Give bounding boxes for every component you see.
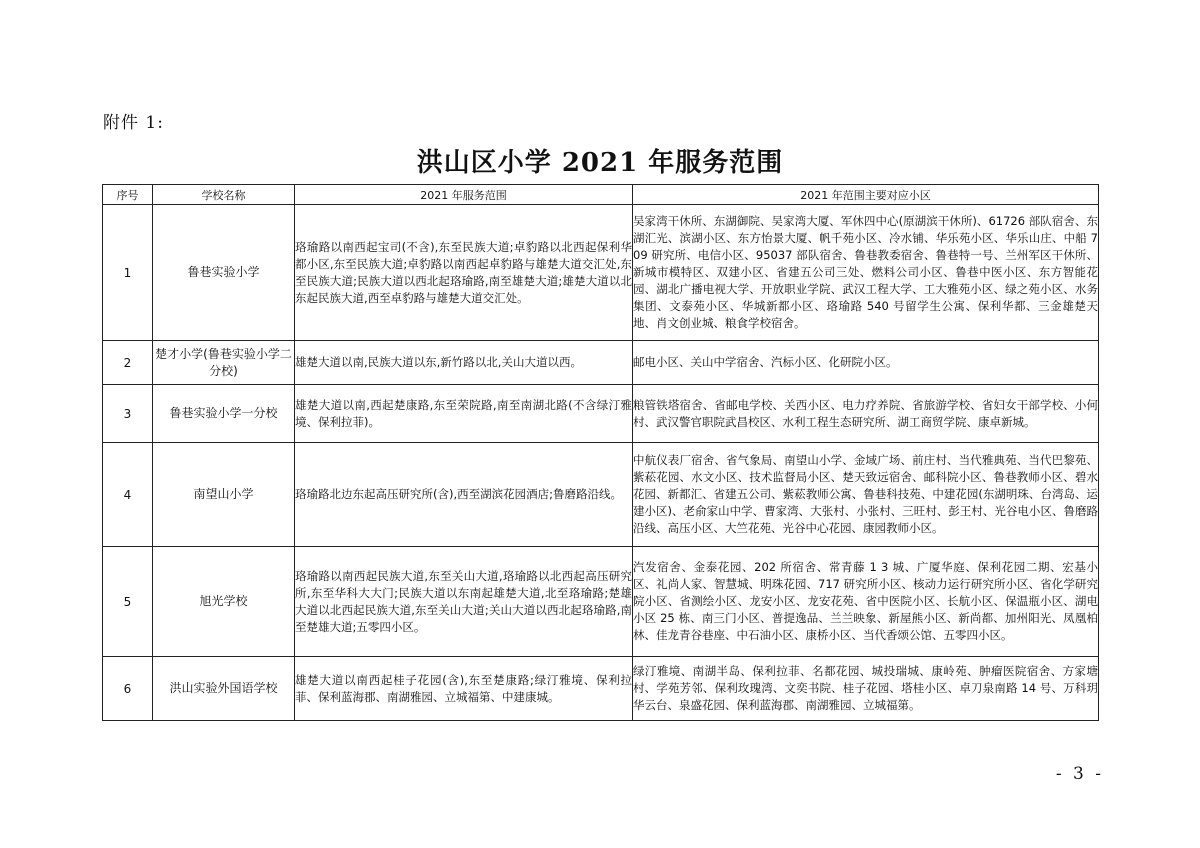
table-row	[103, 443, 1099, 547]
cell-no: 1	[103, 205, 153, 341]
cell-communities: 吴家湾干休所、东湖御院、吴家湾大厦、军休四中心(原湖滨干休所)、61726 部队宿舍、东湖汇光、滨湖小区、东方怡景大厦、帆千苑小区、冷水铺、华乐苑小区、华乐山庄、中船 709 研究所、电信小区、95037 部队宿舍、鲁巷教委宿舍、鲁巷特一号、兰州军区干休所、新城市模特区、双建小区、省建五公司三处、燃料公司小区、鲁巷中医小区、东方智能花园、湖北广播电视大学、开放职业学院、武汉工程大学、工大雅苑小区、绿之苑小区、水务集团、文泰苑小区、华城新都小区、珞瑜路 540 号留学生公寓、保利华都、三金雄楚天地、肖文创业城、粮食学校宿舍。	[633, 205, 1099, 341]
header-school: 学校名称	[153, 185, 295, 205]
table-header-row	[103, 185, 1099, 205]
cell-range: 珞瑜路以南西起民族大道,东至关山大道,珞瑜路以北西起高压研究所,东至华科大大门;民族大道以东南起雄楚大道,北至珞瑜路;楚雄大道以北西起民族大道,东至关山大道;关山大道以西北起珞瑜路,南至楚雄大道;五零四小区。	[295, 547, 633, 657]
cell-no: 5	[103, 547, 153, 657]
page-number: - 3 -	[1055, 764, 1104, 784]
table-row	[103, 385, 1099, 443]
cell-communities: 绿汀雅境、南湖半岛、保利拉菲、名都花园、城投瑞城、康岭苑、肿瘤医院宿舍、方家塘村、学苑芳邻、保利玫瑰湾、文奕书院、桂子花园、塔桂小区、卓刀泉南路 14 号、万科玥华云台、泉盛花园、保利蓝海郡、南湖雅园、立城福第。	[633, 657, 1099, 721]
cell-school: 洪山实验外国语学校	[153, 657, 295, 721]
cell-school: 南望山小学	[153, 443, 295, 547]
service-scope-table	[102, 184, 1099, 721]
cell-school: 楚才小学(鲁巷实验小学二分校)	[153, 341, 295, 385]
annex-label: 附件 1:	[103, 113, 164, 133]
table-row	[103, 205, 1099, 341]
table-row	[103, 657, 1099, 721]
cell-communities: 粮管铁塔宿舍、省邮电学校、关西小区、电力疗养院、省旅游学校、省妇女干部学校、小何村、武汉警官职院武昌校区、水利工程生态研究所、湖工商贸学院、康卓新城。	[633, 385, 1099, 443]
cell-range: 雄楚大道以南,民族大道以东,新竹路以北,关山大道以西。	[295, 341, 633, 385]
table-row	[103, 547, 1099, 657]
cell-communities: 汽发宿舍、金泰花园、202 所宿舍、常青藤 1 3 城、广厦华庭、保利花园二期、宏基小区、礼尚人家、智慧城、明珠花园、717 研究所小区、核动力运行研究所小区、省化学研究院小区、省测绘小区、龙安小区、龙安花苑、省中医院小区、长航小区、保温瓶小区、湖电小区 25 栋、南三门小区、普提逸品、兰兰映象、新屋熊小区、新尚都、加州阳光、凤凰柏林、佳龙青谷巷座、中石油小区、康桥小区、当代香颂公馆、五零四小区。	[633, 547, 1099, 657]
cell-no: 2	[103, 341, 153, 385]
cell-range: 雄楚大道以南西起桂子花园(含),东至楚康路;绿汀雅境、保利拉菲、保利蓝海郡、南湖雅园、立城福第、中建康城。	[295, 657, 633, 721]
document-title: 洪山区小学 2021 年服务范围	[416, 148, 784, 178]
cell-no: 6	[103, 657, 153, 721]
header-communities: 2021 年范围主要对应小区	[633, 185, 1099, 205]
cell-communities: 中航仪表厂宿舍、省气象局、南望山小学、金域广场、前庄村、当代雅典苑、当代巴黎苑、紫菘花园、水文小区、技术监督局小区、楚天致远宿舍、邮科院小区、鲁巷教师小区、碧水花园、新都汇、省建五公司、紫菘教师公寓、鲁巷科技苑、中建花园(东湖明珠、台湾岛、运建小区)、老俞家山中学、曹家湾、大张村、小张村、三旺村、彭王村、光谷电小区、鲁磨路沿线、高压小区、大竺花苑、光谷中心花园、康园教师小区。	[633, 443, 1099, 547]
header-range: 2021 年服务范围	[295, 185, 633, 205]
cell-no: 3	[103, 385, 153, 443]
cell-range: 珞瑜路北边东起高压研究所(含),西至湖滨花园酒店;鲁磨路沿线。	[295, 443, 633, 547]
header-no: 序号	[103, 185, 153, 205]
cell-range: 珞瑜路以南西起宝司(不含),东至民族大道;卓豹路以北西起保利华都小区,东至民族大道;卓豹路以南西起卓豹路与雄楚大道交汇处,东至民族大道;民族大道以西北起珞瑜路,南至雄楚大道;雄楚大道以北东起民族大道,西至卓豹路与雄楚大道交汇处。	[295, 205, 633, 341]
table-row	[103, 341, 1099, 385]
cell-school: 鲁巷实验小学一分校	[153, 385, 295, 443]
cell-school: 旭光学校	[153, 547, 295, 657]
cell-range: 雄楚大道以南,西起楚康路,东至荣院路,南至南湖北路(不含绿汀雅境、保利拉菲)。	[295, 385, 633, 443]
cell-communities: 邮电小区、关山中学宿舍、汽标小区、化研院小区。	[633, 341, 1099, 385]
cell-school: 鲁巷实验小学	[153, 205, 295, 341]
cell-no: 4	[103, 443, 153, 547]
